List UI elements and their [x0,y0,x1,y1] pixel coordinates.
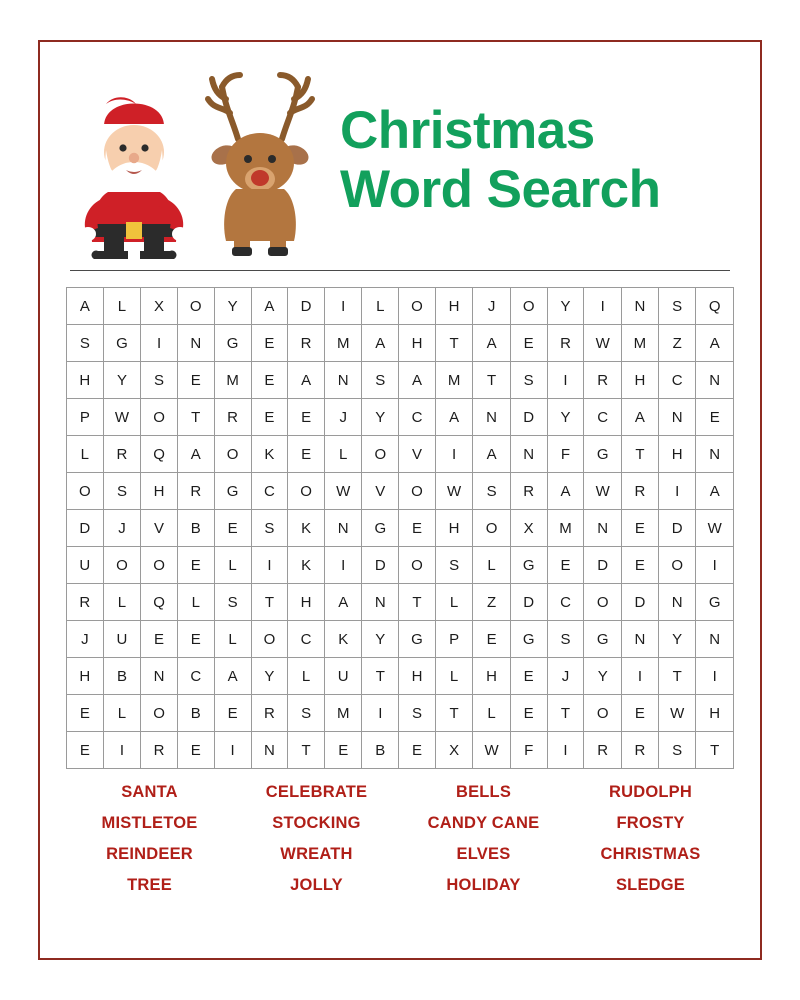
puzzle-cell[interactable]: L [362,288,399,325]
puzzle-cell[interactable]: N [621,288,658,325]
puzzle-cell[interactable]: U [103,621,140,658]
puzzle-cell[interactable]: N [696,362,734,399]
puzzle-cell[interactable]: A [435,399,472,436]
puzzle-cell[interactable]: E [177,732,214,769]
puzzle-cell[interactable]: T [435,325,472,362]
puzzle-cell[interactable]: E [399,510,436,547]
puzzle-cell[interactable]: E [251,362,288,399]
puzzle-cell[interactable]: A [288,362,325,399]
puzzle-cell[interactable]: O [141,399,178,436]
puzzle-cell[interactable]: C [177,658,214,695]
puzzle-cell[interactable]: A [473,325,510,362]
puzzle-grid-body [67,288,734,769]
puzzle-grid-row [67,547,734,584]
puzzle-cell[interactable]: C [399,399,436,436]
puzzle-cell[interactable]: G [510,547,547,584]
puzzle-cell[interactable]: R [510,473,547,510]
puzzle-cell[interactable]: E [621,695,658,732]
puzzle-cell[interactable]: L [435,658,472,695]
puzzle-cell[interactable]: K [324,621,361,658]
puzzle-cell[interactable]: I [658,473,695,510]
puzzle-cell[interactable]: S [435,547,472,584]
puzzle-cell[interactable]: N [584,510,621,547]
puzzle-cell[interactable]: S [103,473,140,510]
puzzle-cell[interactable]: A [67,288,104,325]
puzzle-cell[interactable]: I [547,732,584,769]
header-artwork [74,69,324,259]
puzzle-cell[interactable]: X [141,288,178,325]
puzzle-cell[interactable]: E [510,325,547,362]
puzzle-cell[interactable]: C [288,621,325,658]
puzzle-cell[interactable]: E [621,547,658,584]
puzzle-cell[interactable]: L [324,436,361,473]
puzzle-grid-row [67,584,734,621]
puzzle-cell[interactable]: N [141,658,178,695]
puzzle-cell[interactable]: H [141,473,178,510]
puzzle-cell[interactable]: S [473,473,510,510]
word-list-item[interactable]: CHRISTMAS [600,845,701,863]
puzzle-cell[interactable]: I [435,436,472,473]
puzzle-cell[interactable]: G [584,436,621,473]
puzzle-cell[interactable]: E [67,695,104,732]
puzzle-cell[interactable]: A [399,362,436,399]
word-list [66,783,734,895]
puzzle-grid-row [67,399,734,436]
puzzle-cell[interactable]: E [214,510,251,547]
puzzle-cell[interactable]: S [362,362,399,399]
puzzle-cell[interactable]: E [177,362,214,399]
puzzle-cell[interactable]: M [547,510,584,547]
puzzle-cell[interactable]: N [324,510,361,547]
puzzle-cell[interactable]: M [621,325,658,362]
puzzle-cell[interactable]: C [584,399,621,436]
puzzle-cell[interactable]: R [547,325,584,362]
puzzle-cell[interactable]: N [510,436,547,473]
puzzle-cell[interactable]: T [435,695,472,732]
puzzle-cell[interactable]: Y [362,621,399,658]
puzzle-cell[interactable]: S [288,695,325,732]
puzzle-cell[interactable]: M [435,362,472,399]
word-list-item[interactable]: HOLIDAY [446,876,521,894]
puzzle-cell[interactable]: T [658,658,695,695]
puzzle-cell[interactable]: H [67,362,104,399]
puzzle-cell[interactable]: I [621,658,658,695]
puzzle-cell[interactable]: Z [658,325,695,362]
puzzle-cell[interactable]: O [399,288,436,325]
puzzle-cell[interactable]: H [67,658,104,695]
puzzle-cell[interactable]: G [399,621,436,658]
puzzle-cell[interactable]: A [362,325,399,362]
puzzle-cell[interactable]: C [547,584,584,621]
puzzle-cell[interactable]: N [621,621,658,658]
puzzle-cell[interactable]: L [103,584,140,621]
puzzle-cell[interactable]: S [67,325,104,362]
puzzle-cell[interactable]: S [251,510,288,547]
puzzle-cell[interactable]: H [473,658,510,695]
puzzle-cell[interactable]: S [547,621,584,658]
puzzle-cell[interactable]: O [473,510,510,547]
puzzle-cell[interactable]: A [324,584,361,621]
puzzle-cell[interactable]: H [288,584,325,621]
word-list-item[interactable]: RUDOLPH [609,783,692,801]
santa-icon [74,74,194,259]
word-list-item[interactable]: REINDEER [106,845,193,863]
puzzle-cell[interactable]: C [251,473,288,510]
puzzle-cell[interactable]: B [177,510,214,547]
puzzle-cell[interactable]: K [288,510,325,547]
puzzle-cell[interactable]: L [214,547,251,584]
puzzle-cell[interactable]: J [473,288,510,325]
puzzle-cell[interactable]: W [584,325,621,362]
puzzle-cell[interactable]: O [399,473,436,510]
puzzle-cell[interactable]: L [214,621,251,658]
puzzle-cell[interactable]: E [288,399,325,436]
puzzle-cell[interactable]: R [214,399,251,436]
puzzle-cell[interactable]: N [324,362,361,399]
puzzle-cell[interactable]: I [362,695,399,732]
puzzle-cell[interactable]: N [473,399,510,436]
puzzle-cell[interactable]: N [177,325,214,362]
puzzle-cell[interactable]: R [103,436,140,473]
puzzle-cell[interactable]: Q [696,288,734,325]
puzzle-cell[interactable]: R [288,325,325,362]
word-list-item[interactable]: JOLLY [290,876,343,894]
puzzle-cell[interactable]: O [584,584,621,621]
puzzle-cell[interactable]: O [141,547,178,584]
puzzle-cell[interactable]: A [177,436,214,473]
puzzle-cell[interactable]: A [696,473,734,510]
puzzle-cell[interactable]: R [621,732,658,769]
puzzle-cell[interactable]: L [288,658,325,695]
puzzle-cell[interactable]: E [251,399,288,436]
puzzle-cell[interactable]: N [362,584,399,621]
puzzle-cell[interactable]: O [251,621,288,658]
puzzle-cell[interactable]: I [324,288,361,325]
puzzle-cell[interactable]: G [510,621,547,658]
puzzle-cell[interactable]: M [324,695,361,732]
puzzle-grid-row [67,288,734,325]
puzzle-cell[interactable]: Y [584,658,621,695]
puzzle-cell[interactable]: W [435,473,472,510]
puzzle-grid-row [67,362,734,399]
puzzle-cell[interactable]: C [658,362,695,399]
puzzle-cell[interactable]: D [362,547,399,584]
puzzle-cell[interactable]: N [251,732,288,769]
puzzle-cell[interactable]: L [103,695,140,732]
puzzle-cell[interactable]: E [177,621,214,658]
puzzle-cell[interactable]: V [399,436,436,473]
puzzle-cell[interactable]: D [288,288,325,325]
word-list-item[interactable]: FROSTY [616,814,685,832]
puzzle-cell[interactable]: G [214,473,251,510]
puzzle-cell[interactable]: E [214,695,251,732]
puzzle-cell[interactable]: T [621,436,658,473]
puzzle-cell[interactable]: A [547,473,584,510]
word-list-item[interactable]: STOCKING [272,814,361,832]
puzzle-cell[interactable]: Y [103,362,140,399]
word-list-item[interactable]: SANTA [121,783,178,801]
puzzle-grid-row [67,325,734,362]
puzzle-cell[interactable]: I [584,288,621,325]
puzzle-cell[interactable]: N [696,621,734,658]
word-list-item[interactable]: MISTLETOE [101,814,198,832]
puzzle-cell[interactable]: N [696,436,734,473]
puzzle-cell[interactable]: G [584,621,621,658]
puzzle-cell[interactable]: L [473,695,510,732]
puzzle-cell[interactable]: F [547,436,584,473]
puzzle-cell[interactable]: U [324,658,361,695]
puzzle-grid [66,287,734,769]
reindeer-icon [196,69,324,259]
page-title [334,101,730,228]
puzzle-cell[interactable]: H [621,362,658,399]
puzzle-cell[interactable]: L [177,584,214,621]
puzzle-cell[interactable]: P [67,399,104,436]
puzzle-cell[interactable]: A [473,436,510,473]
puzzle-cell[interactable]: I [251,547,288,584]
puzzle-cell[interactable]: R [251,695,288,732]
puzzle-cell[interactable]: S [510,362,547,399]
puzzle-cell[interactable]: I [103,732,140,769]
puzzle-cell[interactable]: E [547,547,584,584]
puzzle-grid-row [67,658,734,695]
puzzle-cell[interactable]: I [141,325,178,362]
puzzle-cell[interactable]: D [584,547,621,584]
word-list-item[interactable]: SLEDGE [615,876,686,894]
puzzle-cell[interactable]: T [547,695,584,732]
puzzle-cell[interactable]: W [696,510,734,547]
puzzle-grid-row [67,732,734,769]
puzzle-cell[interactable]: D [658,510,695,547]
puzzle-cell[interactable]: L [103,288,140,325]
puzzle-cell[interactable]: I [696,658,734,695]
title-line-2: Word Search [340,160,661,219]
puzzle-cell[interactable]: S [141,362,178,399]
puzzle-cell[interactable]: E [621,510,658,547]
puzzle-cell[interactable]: L [67,436,104,473]
puzzle-cell[interactable]: E [324,732,361,769]
puzzle-cell[interactable]: D [621,584,658,621]
puzzle-cell[interactable]: O [103,547,140,584]
puzzle-cell[interactable]: M [214,362,251,399]
puzzle-cell[interactable]: O [399,547,436,584]
puzzle-cell[interactable]: A [696,325,734,362]
puzzle-cell[interactable]: A [251,288,288,325]
puzzle-cell[interactable]: L [435,584,472,621]
title-line-1: Christmas [340,100,595,160]
puzzle-cell[interactable]: O [214,436,251,473]
puzzle-cell[interactable]: R [67,584,104,621]
puzzle-cell[interactable]: T [399,584,436,621]
header-divider [70,270,730,271]
puzzle-cell[interactable]: W [324,473,361,510]
puzzle-cell[interactable]: A [214,658,251,695]
puzzle-cell[interactable]: S [658,288,695,325]
puzzle-cell[interactable]: W [103,399,140,436]
puzzle-cell[interactable]: G [696,584,734,621]
puzzle-cell[interactable]: R [141,732,178,769]
word-list-item[interactable]: TREE [127,876,172,894]
puzzle-cell[interactable]: Y [547,288,584,325]
puzzle-grid-wrapper [66,287,734,769]
puzzle-cell[interactable]: I [547,362,584,399]
puzzle-cell[interactable]: F [510,732,547,769]
word-list-item[interactable]: CANDY CANE [427,814,540,832]
puzzle-cell[interactable]: O [584,695,621,732]
puzzle-cell[interactable]: W [658,695,695,732]
puzzle-cell[interactable]: E [510,658,547,695]
puzzle-cell[interactable]: O [510,288,547,325]
puzzle-cell[interactable]: S [399,695,436,732]
puzzle-cell[interactable]: B [362,732,399,769]
puzzle-cell[interactable]: S [214,584,251,621]
word-list-item[interactable]: BELLS [455,783,512,801]
puzzle-cell[interactable]: K [288,547,325,584]
puzzle-cell[interactable]: L [473,547,510,584]
puzzle-cell[interactable]: Y [251,658,288,695]
puzzle-cell[interactable]: D [510,584,547,621]
puzzle-cell[interactable]: Q [141,436,178,473]
puzzle-cell[interactable]: O [658,547,695,584]
puzzle-cell[interactable]: H [696,695,734,732]
puzzle-cell[interactable]: H [435,510,472,547]
puzzle-cell[interactable]: K [251,436,288,473]
puzzle-cell[interactable]: X [510,510,547,547]
puzzle-cell[interactable]: N [658,584,695,621]
puzzle-cell[interactable]: Y [362,399,399,436]
puzzle-cell[interactable]: O [288,473,325,510]
puzzle-cell[interactable]: Q [141,584,178,621]
puzzle-cell[interactable]: O [67,473,104,510]
puzzle-cell[interactable]: O [177,288,214,325]
puzzle-grid-row [67,436,734,473]
puzzle-cell[interactable]: T [362,658,399,695]
puzzle-cell[interactable]: G [362,510,399,547]
puzzle-cell[interactable]: D [67,510,104,547]
puzzle-cell[interactable]: E [510,695,547,732]
puzzle-cell[interactable]: U [67,547,104,584]
puzzle-cell[interactable]: T [177,399,214,436]
puzzle-cell[interactable]: E [177,547,214,584]
word-list-item[interactable]: ELVES [456,845,511,863]
puzzle-cell[interactable]: V [362,473,399,510]
puzzle-cell[interactable]: Z [473,584,510,621]
puzzle-cell[interactable]: T [696,732,734,769]
word-list-item[interactable]: CELEBRATE [265,783,368,801]
puzzle-cell[interactable]: A [621,399,658,436]
puzzle-cell[interactable]: B [177,695,214,732]
puzzle-cell[interactable]: H [435,288,472,325]
puzzle-cell[interactable]: E [251,325,288,362]
puzzle-cell[interactable]: G [214,325,251,362]
worksheet-border [38,40,762,960]
puzzle-cell[interactable]: O [362,436,399,473]
puzzle-cell[interactable]: E [399,732,436,769]
puzzle-grid-row [67,510,734,547]
puzzle-cell[interactable]: H [658,436,695,473]
puzzle-cell[interactable]: B [103,658,140,695]
puzzle-cell[interactable]: W [584,473,621,510]
puzzle-cell[interactable]: D [510,399,547,436]
puzzle-cell[interactable]: T [288,732,325,769]
puzzle-cell[interactable]: E [473,621,510,658]
puzzle-cell[interactable]: E [696,399,734,436]
puzzle-cell[interactable]: N [658,399,695,436]
puzzle-cell[interactable]: V [141,510,178,547]
puzzle-cell[interactable]: R [584,732,621,769]
puzzle-cell[interactable]: T [251,584,288,621]
puzzle-cell[interactable]: Y [214,288,251,325]
puzzle-grid-row [67,473,734,510]
puzzle-grid-row [67,695,734,732]
puzzle-cell[interactable]: E [141,621,178,658]
puzzle-cell[interactable]: T [473,362,510,399]
puzzle-cell[interactable]: O [141,695,178,732]
puzzle-cell[interactable]: H [399,658,436,695]
puzzle-cell[interactable]: I [214,732,251,769]
puzzle-cell[interactable]: J [67,621,104,658]
puzzle-cell[interactable]: H [399,325,436,362]
puzzle-cell[interactable]: J [103,510,140,547]
puzzle-cell[interactable]: M [324,325,361,362]
puzzle-cell[interactable]: Y [547,399,584,436]
puzzle-grid-row [67,621,734,658]
word-list-item[interactable]: WREATH [280,845,353,863]
puzzle-cell[interactable]: P [435,621,472,658]
puzzle-cell[interactable]: Y [658,621,695,658]
puzzle-cell[interactable]: E [67,732,104,769]
header [66,60,734,264]
puzzle-cell[interactable]: R [584,362,621,399]
puzzle-cell[interactable]: S [658,732,695,769]
puzzle-cell[interactable]: W [473,732,510,769]
puzzle-cell[interactable]: G [103,325,140,362]
puzzle-cell[interactable]: R [177,473,214,510]
puzzle-cell[interactable]: R [621,473,658,510]
puzzle-cell[interactable]: J [547,658,584,695]
puzzle-cell[interactable]: I [324,547,361,584]
puzzle-cell[interactable]: X [435,732,472,769]
puzzle-cell[interactable]: E [288,436,325,473]
puzzle-cell[interactable]: J [324,399,361,436]
puzzle-cell[interactable]: I [696,547,734,584]
